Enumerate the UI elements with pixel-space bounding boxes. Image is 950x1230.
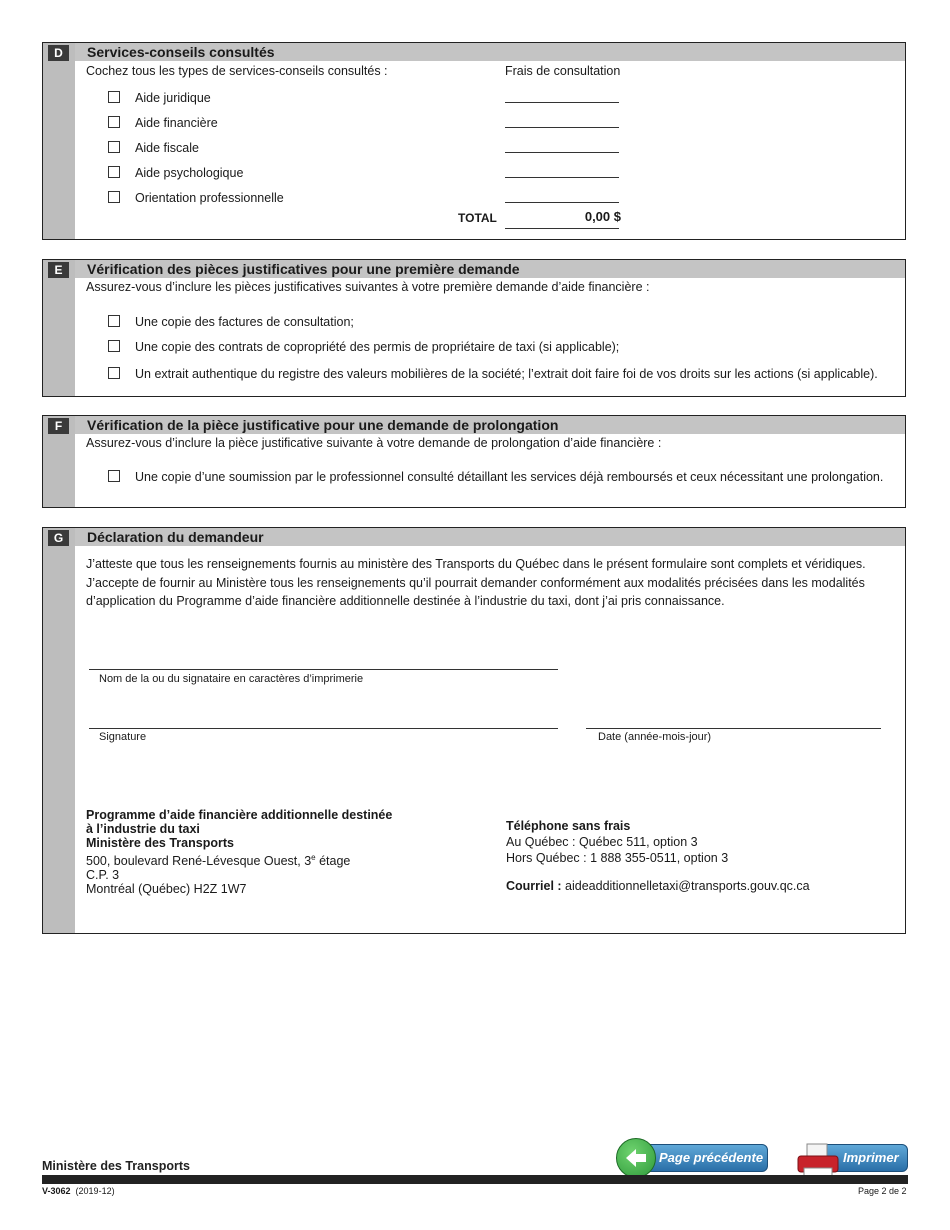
- print-button[interactable]: [796, 1140, 910, 1180]
- date-caption: Date (année-mois-jour): [598, 731, 712, 743]
- signature-caption: Signature: [99, 731, 147, 743]
- total-value: 0,00 $: [584, 209, 621, 224]
- fee-field-tax-aid[interactable]: [505, 152, 619, 153]
- section-letter: D: [48, 45, 69, 61]
- fee-field-career-guidance[interactable]: [505, 202, 619, 203]
- section-title: Vérification des pièces justificatives pour une première demande: [87, 261, 520, 277]
- phone-quebec: Au Québec : Québec 511, option 3: [506, 835, 698, 849]
- document-label: Une copie des contrats de copropriété des permis de propriétaire de taxi (si applicable);: [135, 340, 620, 354]
- section-sidebar: [43, 260, 75, 396]
- print-label: Imprimer: [843, 1150, 899, 1165]
- service-label: Aide fiscale: [135, 141, 199, 155]
- document-label: Un extrait authentique du registre des valeurs mobilières de la société; l’extrait doit faire foi de vos droits sur les actions (si applicable).: [135, 367, 878, 381]
- checkbox-financial-aid[interactable]: [108, 116, 120, 128]
- page-number: Page 2 de 2: [858, 1186, 907, 1196]
- back-arrow-icon: [616, 1138, 656, 1178]
- checkbox-securities-register[interactable]: [108, 367, 120, 379]
- fee-field-financial-aid[interactable]: [505, 127, 619, 128]
- checkbox-co-ownership-contracts[interactable]: [108, 340, 120, 352]
- checkbox-tax-aid[interactable]: [108, 141, 120, 153]
- checkbox-legal-aid[interactable]: [108, 91, 120, 103]
- email-row: [506, 878, 810, 894]
- fee-field-psychological-aid[interactable]: [505, 177, 619, 178]
- section-header: [75, 528, 905, 546]
- service-label: Aide juridique: [135, 91, 211, 105]
- section-header: [75, 260, 905, 278]
- street-address: 500, boulevard René-Lévesque Ouest, 3e étage: [86, 852, 351, 868]
- program-address: [86, 808, 392, 896]
- service-label: Aide financière: [135, 116, 218, 130]
- checkbox-invoices[interactable]: [108, 315, 120, 327]
- section-d-instruction: Cochez tous les types de services-conseils consultés :: [86, 64, 388, 78]
- section-f: [42, 415, 906, 508]
- fees-header: Frais de consultation: [505, 64, 621, 78]
- signatory-name-caption: Nom de la ou du signataire en caractères d’imprimerie: [99, 673, 364, 685]
- checkbox-career-guidance[interactable]: [108, 191, 120, 203]
- program-name-line1: Programme d’aide financière additionnelle destinée: [86, 808, 393, 822]
- section-title: Services-conseils consultés: [87, 44, 275, 60]
- section-title: Déclaration du demandeur: [87, 529, 264, 545]
- checkbox-quote[interactable]: [108, 470, 120, 482]
- section-letter: E: [48, 262, 69, 278]
- signatory-name-field[interactable]: [89, 669, 558, 670]
- declaration-text: [86, 555, 886, 611]
- signature-field[interactable]: [89, 728, 558, 729]
- section-sidebar: [43, 528, 75, 933]
- program-name-line2: à l’industrie du taxi: [86, 822, 200, 837]
- checkbox-psychological-aid[interactable]: [108, 166, 120, 178]
- footer-bar: [42, 1175, 908, 1184]
- declaration-line: J’accepte de fournir au Ministère tous les renseignements qu’il pourrait demander conformément aux modalités précisées dans les modalités: [86, 575, 865, 590]
- contact-info: [506, 818, 810, 894]
- section-e-instruction: Assurez-vous d’inclure les pièces justificatives suivantes à votre première demande d’aide financière :: [86, 280, 650, 294]
- form-code: V-3062 (2019-12): [42, 1186, 115, 1196]
- declaration-line: J’atteste que tous les renseignements fournis au ministère des Transports du Québec dans le présent formulaire sont complets et véridiques.: [86, 557, 866, 571]
- previous-page-label: Page précédente: [659, 1150, 764, 1165]
- previous-page-button[interactable]: [616, 1138, 770, 1178]
- date-field[interactable]: [586, 728, 881, 729]
- section-sidebar: [43, 43, 75, 239]
- section-letter: F: [48, 418, 69, 434]
- document-label: Une copie d’une soumission par le professionnel consulté détaillant les services déjà remboursés et ceux nécessitant une prolongation.: [135, 470, 884, 484]
- ministry-name: Ministère des Transports: [86, 836, 234, 851]
- declaration-line: d’application du Programme d’aide financière additionnelle destinée à l’industrie du taxi, dont j’ai pris connaissance.: [86, 594, 725, 608]
- total-underline: [505, 228, 619, 229]
- city-postal: Montréal (Québec) H2Z 1W7: [86, 882, 247, 897]
- section-header: [75, 416, 905, 434]
- service-label: Orientation professionnelle: [135, 191, 284, 205]
- email-label: Courriel :: [506, 879, 562, 893]
- section-letter: G: [48, 530, 69, 546]
- footer-ministry: Ministère des Transports: [42, 1159, 190, 1173]
- phone-title: Téléphone sans frais: [506, 819, 631, 833]
- email-address[interactable]: aideadditionnelletaxi@transports.gouv.qc.ca: [561, 879, 810, 893]
- document-label: Une copie des factures de consultation;: [135, 315, 354, 329]
- total-label: TOTAL: [458, 211, 497, 225]
- fee-field-legal-aid[interactable]: [505, 102, 619, 103]
- po-box: C.P. 3: [86, 867, 120, 882]
- service-label: Aide psychologique: [135, 166, 244, 180]
- section-title: Vérification de la pièce justificative pour une demande de prolongation: [87, 417, 559, 433]
- phone-outside: Hors Québec : 1 888 355-0511, option 3: [506, 851, 729, 865]
- section-header: [75, 43, 905, 61]
- section-f-instruction: Assurez-vous d’inclure la pièce justificative suivante à votre demande de prolongation d’aide financière :: [86, 436, 662, 450]
